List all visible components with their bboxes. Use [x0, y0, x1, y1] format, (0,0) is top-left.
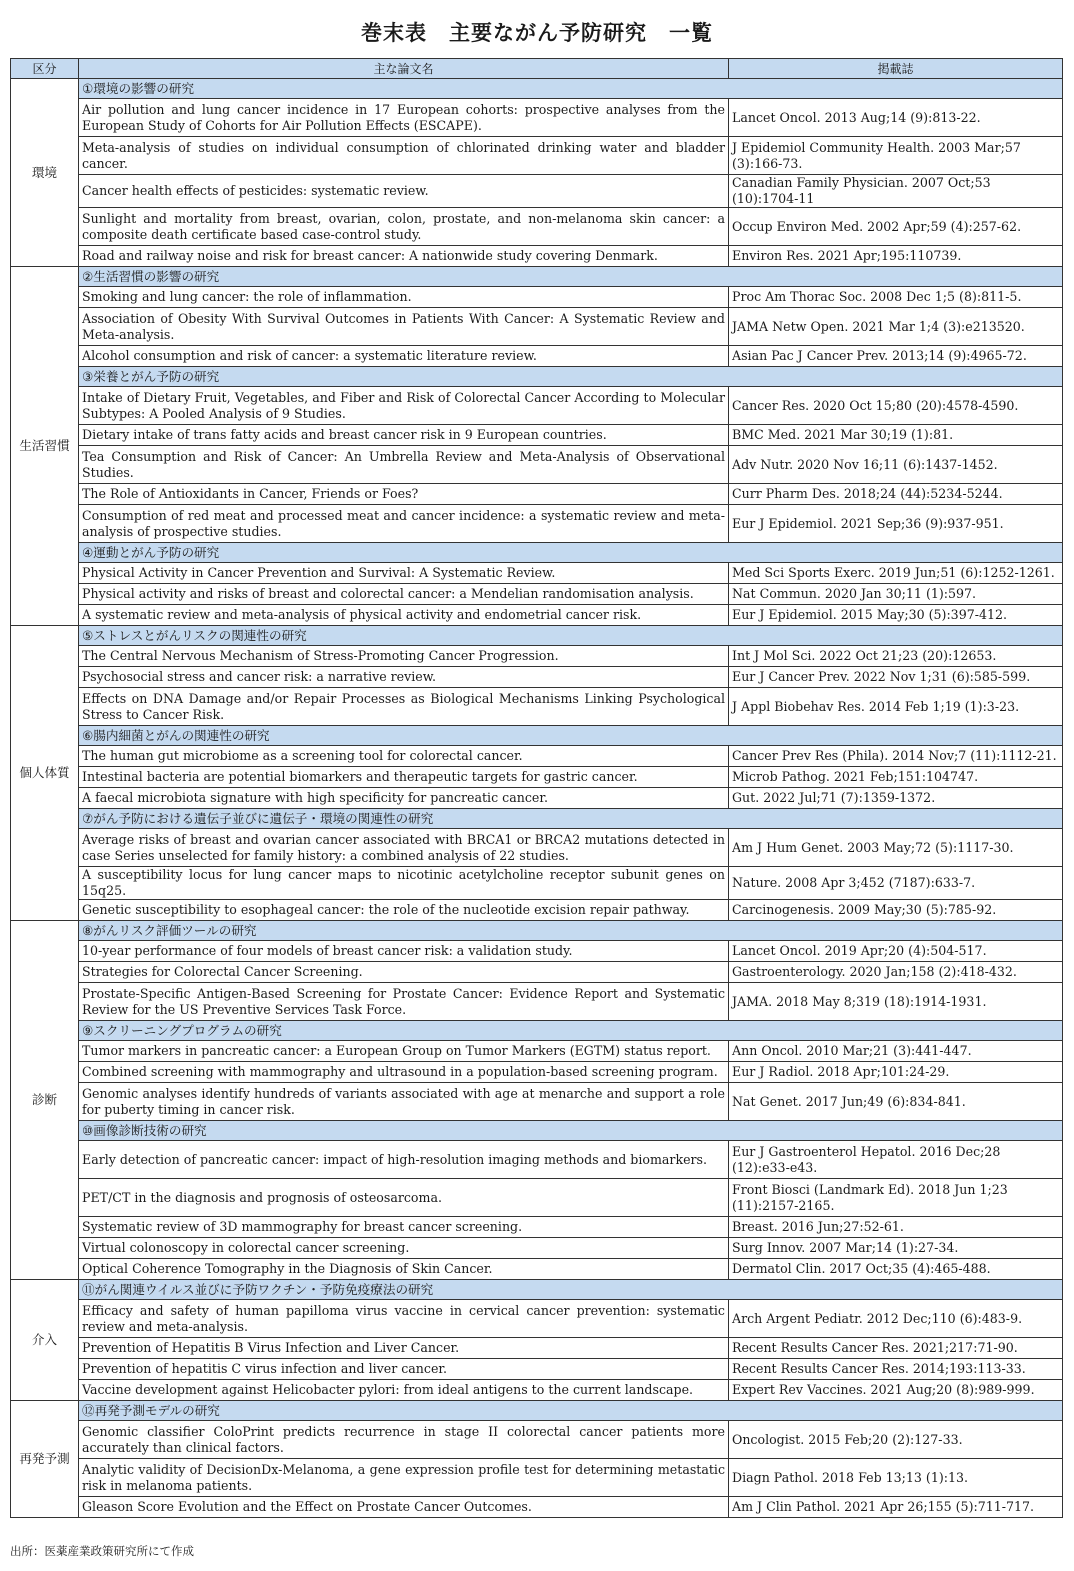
journal-citation: Cancer Prev Res (Phila). 2014 Nov;7 (11):1112-21.: [729, 746, 1063, 767]
table-row: [11, 1380, 1063, 1401]
paper-title: Vaccine development against Helicobacter pylori: from ideal antigens to the current landscape.: [79, 1380, 729, 1401]
table-row: [11, 505, 1063, 543]
section-row: [11, 1280, 1063, 1300]
journal-citation: Nat Commun. 2020 Jan 30;11 (1):597.: [729, 584, 1063, 605]
journal-citation: Canadian Family Physician. 2007 Oct;53 (10):1704-11: [729, 175, 1063, 208]
journal-citation: Eur J Radiol. 2018 Apr;101:24-29.: [729, 1062, 1063, 1083]
section-title: ②生活習慣の影響の研究: [79, 267, 1063, 287]
paper-title: Cancer health effects of pesticides: systematic review.: [79, 175, 729, 208]
paper-title: Smoking and lung cancer: the role of inflammation.: [79, 287, 729, 308]
table-row: [11, 746, 1063, 767]
paper-title: Road and railway noise and risk for breast cancer: A nationwide study covering Denmark.: [79, 246, 729, 267]
paper-title: Dietary intake of trans fatty acids and breast cancer risk in 9 European countries.: [79, 425, 729, 446]
journal-citation: Nat Genet. 2017 Jun;49 (6):834-841.: [729, 1083, 1063, 1121]
section-title: ⑩画像診断技術の研究: [79, 1121, 1063, 1141]
paper-title: A faecal microbiota signature with high specificity for pancreatic cancer.: [79, 788, 729, 809]
paper-title: Systematic review of 3D mammography for breast cancer screening.: [79, 1217, 729, 1238]
table-row: [11, 308, 1063, 346]
journal-citation: BMC Med. 2021 Mar 30;19 (1):81.: [729, 425, 1063, 446]
category-cell: 診断: [11, 921, 79, 1280]
paper-title: Intake of Dietary Fruit, Vegetables, and Fiber and Risk of Colorectal Cancer According to Molecular Subtypes: A Pooled Analysis of 9 Studies.: [79, 387, 729, 425]
paper-title: Consumption of red meat and processed meat and cancer incidence: a systematic review and meta-analysis of prospective studies.: [79, 505, 729, 543]
journal-citation: Adv Nutr. 2020 Nov 16;11 (6):1437-1452.: [729, 446, 1063, 484]
table-row: [11, 1217, 1063, 1238]
paper-title: Psychosocial stress and cancer risk: a narrative review.: [79, 667, 729, 688]
table-row: [11, 1083, 1063, 1121]
section-title: ⑫再発予測モデルの研究: [79, 1401, 1063, 1421]
paper-title: Genomic analyses identify hundreds of variants associated with age at menarche and support a role for puberty timing in cancer risk.: [79, 1083, 729, 1121]
section-row: [11, 809, 1063, 829]
paper-title: Gleason Score Evolution and the Effect on Prostate Cancer Outcomes.: [79, 1497, 729, 1518]
paper-title: A systematic review and meta-analysis of physical activity and endometrial cancer risk.: [79, 605, 729, 626]
journal-citation: Curr Pharm Des. 2018;24 (44):5234-5244.: [729, 484, 1063, 505]
journal-citation: JAMA Netw Open. 2021 Mar 1;4 (3):e213520.: [729, 308, 1063, 346]
journal-citation: Lancet Oncol. 2019 Apr;20 (4):504-517.: [729, 941, 1063, 962]
journal-citation: Expert Rev Vaccines. 2021 Aug;20 (8):989-999.: [729, 1380, 1063, 1401]
table-row: [11, 900, 1063, 921]
paper-title: The human gut microbiome as a screening tool for colorectal cancer.: [79, 746, 729, 767]
table-row: [11, 605, 1063, 626]
paper-title: 10-year performance of four models of breast cancer risk: a validation study.: [79, 941, 729, 962]
table-row: [11, 1497, 1063, 1518]
journal-citation: Diagn Pathol. 2018 Feb 13;13 (1):13.: [729, 1459, 1063, 1497]
paper-title: Sunlight and mortality from breast, ovarian, colon, prostate, and non-melanoma skin cancer: a composite death certificate based case-control study.: [79, 208, 729, 246]
paper-title: PET/CT in the diagnosis and prognosis of osteosarcoma.: [79, 1179, 729, 1217]
table-row: [11, 829, 1063, 867]
table-row: [11, 484, 1063, 505]
table-row: [11, 563, 1063, 584]
paper-title: Prevention of Hepatitis B Virus Infection and Liver Cancer.: [79, 1338, 729, 1359]
table-row: [11, 788, 1063, 809]
section-row: [11, 543, 1063, 563]
section-row: [11, 1401, 1063, 1421]
journal-citation: Occup Environ Med. 2002 Apr;59 (4):257-62.: [729, 208, 1063, 246]
table-body: [11, 79, 1063, 1518]
journal-citation: Med Sci Sports Exerc. 2019 Jun;51 (6):1252-1261.: [729, 563, 1063, 584]
table-row: [11, 208, 1063, 246]
journal-citation: Am J Hum Genet. 2003 May;72 (5):1117-30.: [729, 829, 1063, 867]
paper-title: Genomic classifier ColoPrint predicts recurrence in stage II colorectal cancer patients more accurately than clinical factors.: [79, 1421, 729, 1459]
paper-title: Analytic validity of DecisionDx-Melanoma, a gene expression profile test for determining metastatic risk in melanoma patients.: [79, 1459, 729, 1497]
paper-title: Tumor markers in pancreatic cancer: a European Group on Tumor Markers (EGTM) status report.: [79, 1041, 729, 1062]
table-row: [11, 99, 1063, 137]
header-category: 区分: [11, 59, 79, 79]
table-row: [11, 1041, 1063, 1062]
section-title: ⑥腸内細菌とがんの関連性の研究: [79, 726, 1063, 746]
paper-title: Optical Coherence Tomography in the Diagnosis of Skin Cancer.: [79, 1259, 729, 1280]
journal-citation: Eur J Epidemiol. 2021 Sep;36 (9):937-951.: [729, 505, 1063, 543]
journal-citation: Arch Argent Pediatr. 2012 Dec;110 (6):483-9.: [729, 1300, 1063, 1338]
category-cell: 個人体質: [11, 626, 79, 921]
paper-title: Physical Activity in Cancer Prevention and Survival: A Systematic Review.: [79, 563, 729, 584]
table-row: [11, 941, 1063, 962]
table-row: [11, 1259, 1063, 1280]
section-title: ⑨スクリーニングプログラムの研究: [79, 1021, 1063, 1041]
paper-title: Virtual colonoscopy in colorectal cancer screening.: [79, 1238, 729, 1259]
table-row: [11, 1062, 1063, 1083]
section-title: ⑦がん予防における遺伝子並びに遺伝子・環境の関連性の研究: [79, 809, 1063, 829]
section-row: [11, 267, 1063, 287]
journal-citation: Asian Pac J Cancer Prev. 2013;14 (9):4965-72.: [729, 346, 1063, 367]
table-row: [11, 646, 1063, 667]
journal-citation: Oncologist. 2015 Feb;20 (2):127-33.: [729, 1421, 1063, 1459]
paper-title: Air pollution and lung cancer incidence in 17 European cohorts: prospective analyses from the European Study of Cohorts for Air Pollution Effects (ESCAPE).: [79, 99, 729, 137]
table-row: [11, 983, 1063, 1021]
journal-citation: Dermatol Clin. 2017 Oct;35 (4):465-488.: [729, 1259, 1063, 1280]
category-cell: 再発予測: [11, 1401, 79, 1518]
journal-citation: Microb Pathog. 2021 Feb;151:104747.: [729, 767, 1063, 788]
journal-citation: Int J Mol Sci. 2022 Oct 21;23 (20):12653.: [729, 646, 1063, 667]
section-row: [11, 626, 1063, 646]
table-row: [11, 867, 1063, 900]
journal-citation: Recent Results Cancer Res. 2014;193:113-33.: [729, 1359, 1063, 1380]
table-row: [11, 387, 1063, 425]
paper-title: Early detection of pancreatic cancer: impact of high-resolution imaging methods and biomarkers.: [79, 1141, 729, 1179]
section-title: ⑧がんリスク評価ツールの研究: [79, 921, 1063, 941]
table-row: [11, 1238, 1063, 1259]
table-row: [11, 688, 1063, 726]
category-cell: 介入: [11, 1280, 79, 1401]
paper-title: Alcohol consumption and risk of cancer: a systematic literature review.: [79, 346, 729, 367]
section-row: [11, 367, 1063, 387]
paper-title: Combined screening with mammography and ultrasound in a population-based screening program.: [79, 1062, 729, 1083]
section-row: [11, 1021, 1063, 1041]
table-row: [11, 446, 1063, 484]
paper-title: Prostate-Specific Antigen-Based Screening for Prostate Cancer: Evidence Report and Systematic Review for the US Preventive Services Task Force.: [79, 983, 729, 1021]
journal-citation: J Epidemiol Community Health. 2003 Mar;57 (3):166-73.: [729, 137, 1063, 175]
paper-title: The Role of Antioxidants in Cancer, Friends or Foes?: [79, 484, 729, 505]
table-row: [11, 346, 1063, 367]
table-row: [11, 246, 1063, 267]
table-row: [11, 1179, 1063, 1217]
section-title: ③栄養とがん予防の研究: [79, 367, 1063, 387]
journal-citation: Eur J Epidemiol. 2015 May;30 (5):397-412.: [729, 605, 1063, 626]
paper-title: The Central Nervous Mechanism of Stress-Promoting Cancer Progression.: [79, 646, 729, 667]
journal-citation: JAMA. 2018 May 8;319 (18):1914-1931.: [729, 983, 1063, 1021]
section-row: [11, 1121, 1063, 1141]
table-row: [11, 1359, 1063, 1380]
journal-citation: Ann Oncol. 2010 Mar;21 (3):441-447.: [729, 1041, 1063, 1062]
section-title: ⑪がん関連ウイルス並びに予防ワクチン・予防免疫療法の研究: [79, 1280, 1063, 1300]
table-row: [11, 137, 1063, 175]
paper-title: Efficacy and safety of human papilloma virus vaccine in cervical cancer prevention: systematic review and meta-analysis.: [79, 1300, 729, 1338]
section-title: ④運動とがん予防の研究: [79, 543, 1063, 563]
section-row: [11, 79, 1063, 99]
paper-title: Intestinal bacteria are potential biomarkers and therapeutic targets for gastric cancer.: [79, 767, 729, 788]
journal-citation: Nature. 2008 Apr 3;452 (7187):633-7.: [729, 867, 1063, 900]
table-row: [11, 962, 1063, 983]
table-row: [11, 1421, 1063, 1459]
header-paper: 主な論文名: [79, 59, 729, 79]
table-row: [11, 1141, 1063, 1179]
journal-citation: Eur J Cancer Prev. 2022 Nov 1;31 (6):585-599.: [729, 667, 1063, 688]
category-cell: 生活習慣: [11, 267, 79, 626]
journal-citation: Front Biosci (Landmark Ed). 2018 Jun 1;23 (11):2157-2165.: [729, 1179, 1063, 1217]
journal-citation: Cancer Res. 2020 Oct 15;80 (20):4578-4590.: [729, 387, 1063, 425]
journal-citation: Gastroenterology. 2020 Jan;158 (2):418-432.: [729, 962, 1063, 983]
journal-citation: Breast. 2016 Jun;27:52-61.: [729, 1217, 1063, 1238]
table-row: [11, 767, 1063, 788]
table-row: [11, 425, 1063, 446]
paper-title: A susceptibility locus for lung cancer maps to nicotinic acetylcholine receptor subunit genes on 15q25.: [79, 867, 729, 900]
table-row: [11, 1459, 1063, 1497]
paper-title: Meta-analysis of studies on individual consumption of chlorinated drinking water and bladder cancer.: [79, 137, 729, 175]
research-table: [10, 58, 1063, 1518]
paper-title: Prevention of hepatitis C virus infection and liver cancer.: [79, 1359, 729, 1380]
paper-title: Tea Consumption and Risk of Cancer: An Umbrella Review and Meta-Analysis of Observational Studies.: [79, 446, 729, 484]
section-row: [11, 921, 1063, 941]
journal-citation: J Appl Biobehav Res. 2014 Feb 1;19 (1):3-23.: [729, 688, 1063, 726]
table-row: [11, 1338, 1063, 1359]
header-row: [11, 59, 1063, 79]
journal-citation: Gut. 2022 Jul;71 (7):1359-1372.: [729, 788, 1063, 809]
paper-title: Physical activity and risks of breast and colorectal cancer: a Mendelian randomisation analysis.: [79, 584, 729, 605]
category-cell: 環境: [11, 79, 79, 267]
section-title: ⑤ストレスとがんリスクの関連性の研究: [79, 626, 1063, 646]
table-row: [11, 667, 1063, 688]
paper-title: Effects on DNA Damage and/or Repair Processes as Biological Mechanisms Linking Psychological Stress to Cancer Risk.: [79, 688, 729, 726]
journal-citation: Environ Res. 2021 Apr;195:110739.: [729, 246, 1063, 267]
section-row: [11, 726, 1063, 746]
paper-title: Average risks of breast and ovarian cancer associated with BRCA1 or BRCA2 mutations detected in case Series unselected for family history: a combined analysis of 22 studies.: [79, 829, 729, 867]
source-note: 出所：医薬産業政策研究所にて作成: [10, 1544, 194, 1558]
journal-citation: Recent Results Cancer Res. 2021;217:71-90.: [729, 1338, 1063, 1359]
paper-title: Association of Obesity With Survival Outcomes in Patients With Cancer: A Systematic Review and Meta-analysis.: [79, 308, 729, 346]
journal-citation: Lancet Oncol. 2013 Aug;14 (9):813-22.: [729, 99, 1063, 137]
table-row: [11, 1300, 1063, 1338]
table-row: [11, 175, 1063, 208]
paper-title: Genetic susceptibility to esophageal cancer: the role of the nucleotide excision repair pathway.: [79, 900, 729, 921]
section-title: ①環境の影響の研究: [79, 79, 1063, 99]
journal-citation: Am J Clin Pathol. 2021 Apr 26;155 (5):711-717.: [729, 1497, 1063, 1518]
table-row: [11, 287, 1063, 308]
journal-citation: Surg Innov. 2007 Mar;14 (1):27-34.: [729, 1238, 1063, 1259]
journal-citation: Carcinogenesis. 2009 May;30 (5):785-92.: [729, 900, 1063, 921]
journal-citation: Eur J Gastroenterol Hepatol. 2016 Dec;28 (12):e33-e43.: [729, 1141, 1063, 1179]
table-row: [11, 584, 1063, 605]
paper-title: Strategies for Colorectal Cancer Screening.: [79, 962, 729, 983]
journal-citation: Proc Am Thorac Soc. 2008 Dec 1;5 (8):811-5.: [729, 287, 1063, 308]
header-journal: 掲載誌: [729, 59, 1063, 79]
table-title: 巻末表 主要ながん予防研究 一覧: [361, 21, 713, 45]
